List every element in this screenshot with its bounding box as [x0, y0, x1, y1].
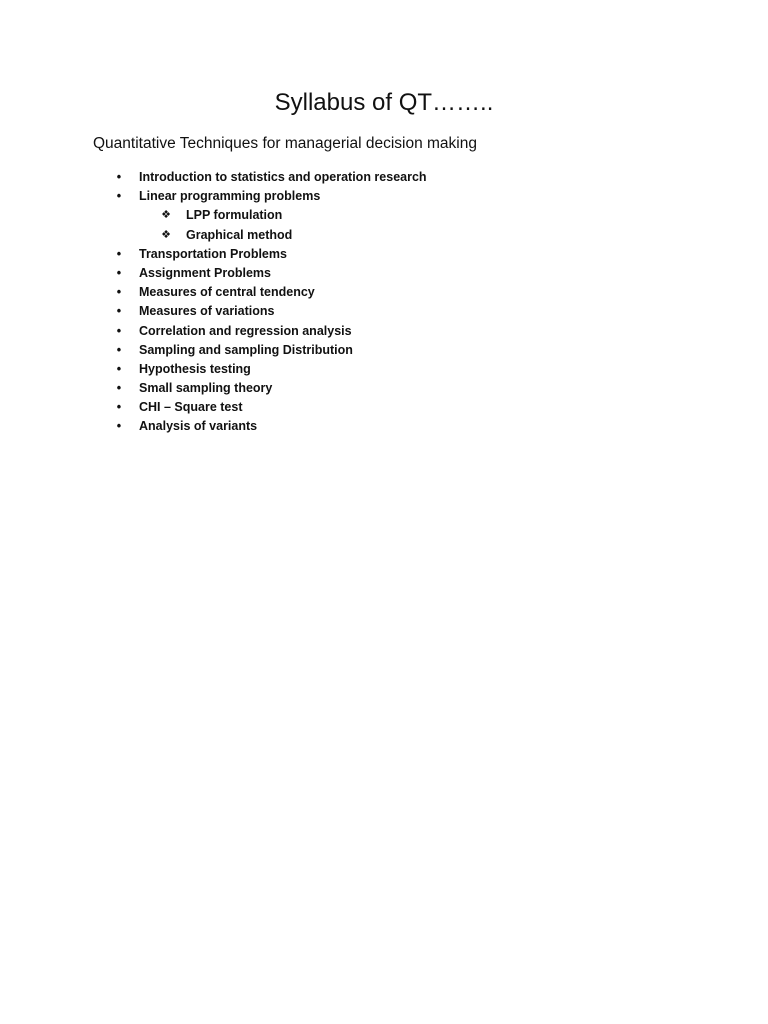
list-item	[116, 322, 427, 341]
list-item-label: Correlation and regression analysis	[139, 323, 352, 338]
bullet-icon: •	[116, 381, 122, 396]
page-subtitle: Quantitative Techniques for managerial decision making	[93, 135, 477, 152]
list-item	[116, 398, 427, 417]
list-item-label: LPP formulation	[186, 208, 283, 223]
list-item	[116, 360, 427, 379]
bullet-icon: •	[116, 285, 122, 300]
list-item-label: CHI – Square test	[139, 400, 243, 415]
list-item-label: Transportation Problems	[139, 246, 287, 261]
diamond-bullet-icon: ❖	[161, 228, 171, 241]
page-title: Syllabus of QT……..	[274, 89, 494, 116]
list-item-label: Analysis of variants	[139, 419, 258, 434]
list-item-label: Assignment Problems	[139, 265, 271, 280]
list-item-label: Measures of central tendency	[139, 285, 315, 300]
bullet-icon: •	[116, 265, 122, 280]
bullet-icon: •	[116, 170, 122, 184]
bullet-icon: •	[116, 246, 122, 261]
bullet-icon: •	[116, 361, 122, 376]
list-item	[116, 417, 427, 436]
list-item	[116, 245, 427, 264]
list-item-label: Introduction to statistics and operation research	[139, 170, 427, 184]
list-item	[116, 302, 427, 321]
topic-list	[116, 168, 427, 437]
list-item	[116, 379, 427, 398]
list-item	[116, 264, 427, 283]
bullet-icon: •	[116, 323, 122, 338]
bullet-icon: •	[116, 189, 122, 204]
list-item	[116, 283, 427, 302]
bullet-icon: •	[116, 419, 122, 434]
list-item	[116, 168, 427, 187]
list-item-label: Measures of variations	[139, 304, 275, 319]
list-item	[116, 341, 427, 360]
list-item-label: Graphical method	[186, 227, 293, 242]
bullet-icon: •	[116, 304, 122, 319]
list-item-label: Sampling and sampling Distribution	[139, 342, 353, 357]
sub-list-item	[139, 226, 427, 245]
bullet-icon: •	[116, 400, 122, 415]
list-item	[116, 187, 427, 206]
list-item-label: Linear programming problems	[139, 189, 321, 204]
list-item-label: Small sampling theory	[139, 381, 273, 396]
diamond-bullet-icon: ❖	[161, 209, 171, 222]
bullet-icon: •	[116, 342, 122, 357]
list-item-label: Hypothesis testing	[139, 361, 251, 376]
sub-list-item	[139, 206, 427, 225]
